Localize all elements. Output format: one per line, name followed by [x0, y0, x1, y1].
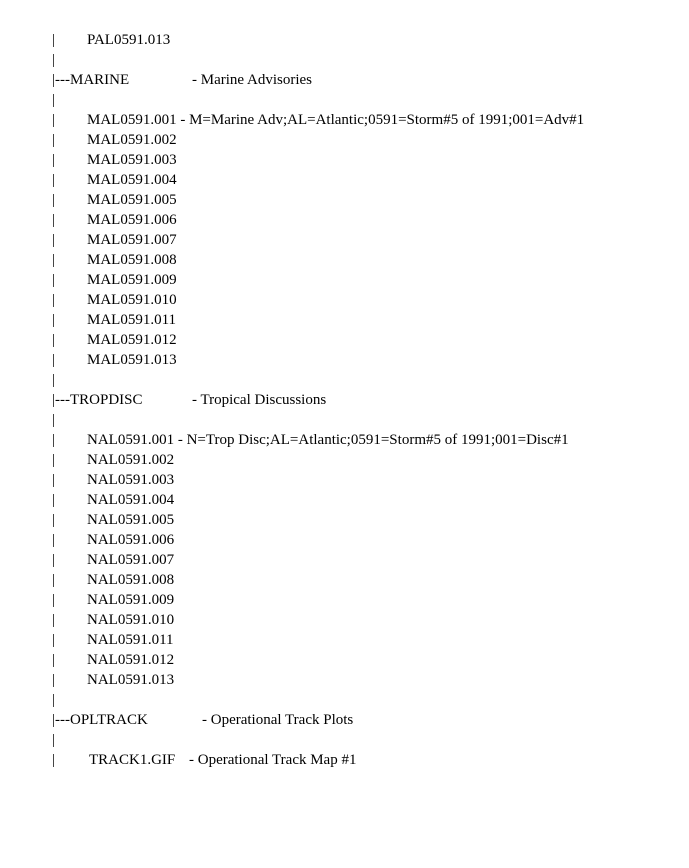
file-name: MAL0591.002	[87, 132, 177, 148]
branch-tropdisc	[52, 390, 682, 410]
tree-bar: |	[52, 572, 56, 588]
tree-line	[52, 670, 682, 690]
tree-line	[52, 510, 682, 530]
tree-bar: |	[52, 692, 56, 708]
file-name: NAL0591.005	[87, 512, 175, 528]
tree-bar: |	[52, 512, 56, 528]
tree-bar: |	[52, 452, 56, 468]
tree-line	[52, 530, 682, 550]
tree-line	[52, 630, 682, 650]
file-name: NAL0591.007	[87, 552, 175, 568]
branch-description: - Tropical Discussions	[192, 392, 327, 408]
tree-bar: |	[52, 532, 56, 548]
tree-bar: |	[52, 472, 56, 488]
tree-line	[52, 650, 682, 670]
tree-line	[52, 90, 682, 110]
tree-line	[52, 550, 682, 570]
tree-bar: |	[52, 292, 56, 308]
tree-line	[52, 490, 682, 510]
branch-label: |---MARINE	[52, 72, 130, 88]
tree-bar: |	[52, 432, 56, 448]
tree-line	[52, 450, 682, 470]
tree-bar: |	[52, 632, 56, 648]
file-name: NAL0591.006	[87, 532, 175, 548]
tree-line	[52, 470, 682, 490]
tree-line	[52, 250, 682, 270]
file-name: PAL0591.013	[87, 32, 171, 48]
file-name: TRACK1.GIF	[89, 752, 176, 768]
tree-bar: |	[52, 252, 56, 268]
tree-line	[52, 610, 682, 630]
tree-line	[52, 290, 682, 310]
file-description: - N=Trop Disc;AL=Atlantic;0591=Storm#5 of 1991;001=Disc#1	[177, 432, 569, 448]
file-name: NAL0591.011	[87, 632, 174, 648]
file-name: NAL0591.003	[87, 472, 175, 488]
file-name: MAL0591.010	[87, 292, 177, 308]
tree-bar: |	[52, 132, 56, 148]
file-name: MAL0591.008	[87, 252, 177, 268]
file-name: NAL0591.001 - N=Trop Disc;AL=Atlantic;0591=Storm#5 of 1991;001=Disc#1	[87, 432, 569, 448]
tree-line	[52, 310, 682, 330]
branch-opltrack	[52, 710, 682, 730]
tree-line	[52, 350, 682, 370]
tree-bar: |	[52, 352, 56, 368]
tree-bar: |	[52, 92, 56, 108]
tree-bar: |	[52, 612, 56, 628]
tree-line	[52, 110, 682, 130]
tree-bar: |	[52, 652, 56, 668]
file-name: MAL0591.012	[87, 332, 177, 348]
tree-line	[52, 730, 682, 750]
tree-line	[52, 50, 682, 70]
tree-bar: |	[52, 332, 56, 348]
tree-line	[52, 210, 682, 230]
tree-line	[52, 130, 682, 150]
tree-bar: |	[52, 172, 56, 188]
tree-bar: |	[52, 112, 56, 128]
file-name: NAL0591.013	[87, 672, 175, 688]
tree-bar: |	[52, 672, 56, 688]
tree-bar: |	[52, 592, 56, 608]
tree-line	[52, 170, 682, 190]
branch-description: - Operational Track Plots	[202, 712, 354, 728]
tree-bar: |	[52, 312, 56, 328]
tree-bar: |	[52, 52, 56, 68]
tree-bar: |	[52, 152, 56, 168]
tree-bar: |	[52, 412, 56, 428]
tree-bar: |	[52, 232, 56, 248]
branch-marine	[52, 70, 682, 90]
file-name: MAL0591.013	[87, 352, 177, 368]
file-name: MAL0591.001 - M=Marine Adv;AL=Atlantic;0591=Storm#5 of 1991;001=Adv#1	[87, 112, 585, 128]
branch-label: |---OPLTRACK	[52, 712, 148, 728]
file-name: NAL0591.010	[87, 612, 175, 628]
file-name: MAL0591.005	[87, 192, 177, 208]
tree-bar: |	[52, 272, 56, 288]
tree-line	[52, 430, 682, 450]
file-name: MAL0591.003	[87, 152, 177, 168]
tree-line	[52, 330, 682, 350]
tree-line	[52, 410, 682, 430]
file-name: NAL0591.012	[87, 652, 175, 668]
file-name: NAL0591.009	[87, 592, 175, 608]
tree-line	[52, 570, 682, 590]
tree-bar: |	[52, 372, 56, 388]
tree-line	[52, 590, 682, 610]
tree-line	[52, 230, 682, 250]
tree-bar: |	[52, 32, 56, 48]
file-description: - Operational Track Map #1	[189, 752, 357, 768]
file-description: - M=Marine Adv;AL=Atlantic;0591=Storm#5 of 1991;001=Adv#1	[180, 112, 585, 128]
file-name: NAL0591.002	[87, 452, 175, 468]
tree-line	[52, 690, 682, 710]
file-name: MAL0591.007	[87, 232, 177, 248]
tree-bar: |	[52, 492, 56, 508]
tree-bar: |	[52, 552, 56, 568]
tree-line	[52, 190, 682, 210]
branch-description: - Marine Advisories	[192, 72, 312, 88]
branch-label: |---TROPDISC	[52, 392, 143, 408]
tree-bar: |	[52, 212, 56, 228]
tree-line	[52, 150, 682, 170]
tree-line	[52, 750, 682, 770]
tree-line	[52, 270, 682, 290]
tree-line	[52, 370, 682, 390]
directory-tree-document	[52, 30, 682, 770]
tree-line	[52, 30, 682, 50]
file-name: NAL0591.004	[87, 492, 175, 508]
tree-bar: |	[52, 752, 56, 768]
tree-bar: |	[52, 732, 56, 748]
file-name: MAL0591.006	[87, 212, 177, 228]
file-name: MAL0591.004	[87, 172, 177, 188]
file-name: NAL0591.008	[87, 572, 175, 588]
file-name: MAL0591.011	[87, 312, 177, 328]
file-name: MAL0591.009	[87, 272, 177, 288]
tree-bar: |	[52, 192, 56, 208]
